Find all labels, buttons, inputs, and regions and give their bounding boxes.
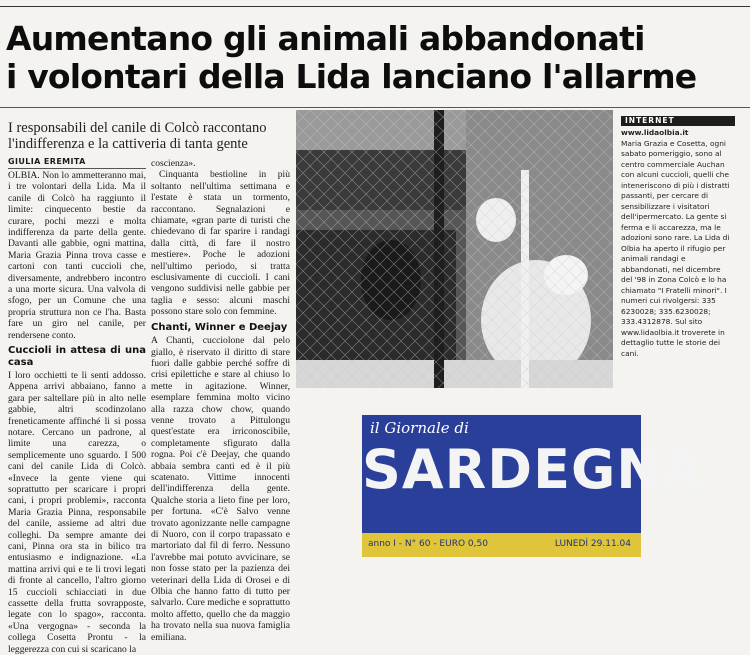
masthead-date: LUNEDÌ 29.11.04	[554, 539, 631, 549]
headline-line-1: Aumentano gli animali abbandonati	[6, 19, 645, 58]
paragraph: Cinquanta bestioline in più soltanto nell'ultima settimana e l'estate è stata un tormento, raccontano. Segnalazioni e chiamate, «gran parte di turisti che chiedevano di far sparire i randagi dalla città, di fare il nostro mestiere». Poche le adozioni nell'ultimo periodo, si tratta esclusivamente di cuccioli. I cani vengono suddivisi nelle gabbie per taglia e sesso: alcuni maschi possono stare solo con femmine.	[151, 169, 290, 318]
sidebar-label: INTERNET	[621, 116, 735, 126]
kennel-dogs-image	[296, 110, 613, 388]
headline-line-2: i volontari della Lida lanciano l'allarme	[6, 57, 697, 96]
headline	[6, 20, 736, 96]
byline-rule	[8, 168, 146, 169]
paragraph: OLBIA. Non lo ammetteranno mai, i tre volontari della Lida. Ma il canile di Colcò ha raggiunto il limite: cinquecento bestie da curare, pochi mezzi e molta indifferenza da parte della gente. Davanti alle gabbie, ogni mattina, Maria Grazia Pinna trova casse e cartoni con tanti cuccioli che, diversamente, andrebbero incontro a una morte sicura. Una valvola di sfogo, per un Comune che una propria struttura non ce l'ha. Basta fare un giro nel canile, per rendersene conto.	[8, 170, 146, 341]
section-heading: Cuccioli in attesa di una casa	[8, 345, 146, 368]
article-column-2	[151, 158, 290, 643]
paragraph: A Chanti, cucciolone dal pelo giallo, è riservato il diritto di stare fuori dalle gabbie perché soffre di crisi epilettiche e stare al chiuso lo mette in agitazione. Winner, esemplare femmina molto vicino alla razza chow chow, quando venne trovato a Pittulongu quest'estate era irriconoscibile, completamente sfigurato dalla rogna. Poi c'è Deejay, che quando abbaia sembra canti ed è il più scatenato. Vittime innocenti dell'indifferenza della gente. Qualche storia a lieto fine per loro, per fortuna. «C'è Salvo venne trovato agonizzante nelle campagne di Nuoro, con il corpo trapassato e martoriato dal fil di ferro. Nessuno l'avrebbe mai potuto avvicinare, se non fosse stato per la pazienza dei veterinari della Lida di Orosei e di Olbia che hanno fatto di tutto per salvarlo. Cure mediche e soprattutto molto affetto, quello che da maggio ha trovato nella sua nuova famiglia emiliana.	[151, 335, 290, 643]
sidebar-text: Maria Grazia e Cosetta, ogni sabato pomeriggio, sono al centro commerciale Auchan con alcuni cuccioli, quelli che inteneriscono di più i distratti passanti, per cercare di sensibilizzare i visitatori dell'ipermercato. La gente si ferma e li accarezza, ma le adozioni sono rare. La Lida di Olbia ha aperto il rifugio per animali randagi e abbandonati, nel dicembre del '98 in Zona Colcò e lo ha chiamato "I Fratelli minori". I numeri cui rivolgersi: 335 6230028; 335.6230028; 333.4312878. Sul sito www.lidaolbia.it troverete in dettaglio tutte le storie dei cani.	[621, 138, 730, 358]
article-column-1	[8, 170, 146, 655]
headline-rule	[0, 107, 750, 108]
masthead-title: SARDEGNA	[362, 438, 706, 501]
sidebar-box	[621, 128, 734, 359]
paragraph: I loro occhietti te li senti addosso. Appena arrivi abbaiano, fanno a gara per saltellare più in alto nelle gabbie, altri scodinzolano freneticamente affinché li si possa notare. Cercano un padrone, al limite una carezza, o semplicemente uno sguardo. I 500 cani del canile Lida di Colcò. «Invece la gente viene qui soprattutto per scaricare i propri cani, i propri problemi», racconta Maria Grazia Pinna, responsabile del canile, assieme ad altri due colleghi. Da sempre amante dei cani, Pinna ora sta in bilico tra entusiasmo e indignazione. «La mattina arrivi qui e te li trovi legati di fronte al cancello, l'altro giorno 15 cuccioli schiacciati in due cassette della frutta sovrapposte, legate con lo spago», racconta. «Una vergogna» - seconda la collega Cosetta Prontu - la leggerezza con cui si scaricano la	[8, 369, 146, 655]
author-byline: GIULIA EREMITA	[8, 157, 86, 166]
top-rule	[0, 6, 750, 7]
paragraph: coscienza».	[151, 158, 196, 169]
subtitle: I responsabili del canile di Colcò raccontano l'indifferenza e la cattiveria di tanta gente	[8, 120, 267, 152]
newspaper-masthead	[362, 415, 706, 557]
dogs-photo	[296, 110, 613, 388]
masthead-name: il Giornale di	[370, 419, 469, 437]
sidebar-website: www.lidaolbia.it	[621, 128, 689, 137]
section-heading: Chanti, Winner e Deejay	[151, 321, 288, 333]
masthead-issue: anno I - N° 60 - EURO 0,50	[368, 539, 488, 549]
